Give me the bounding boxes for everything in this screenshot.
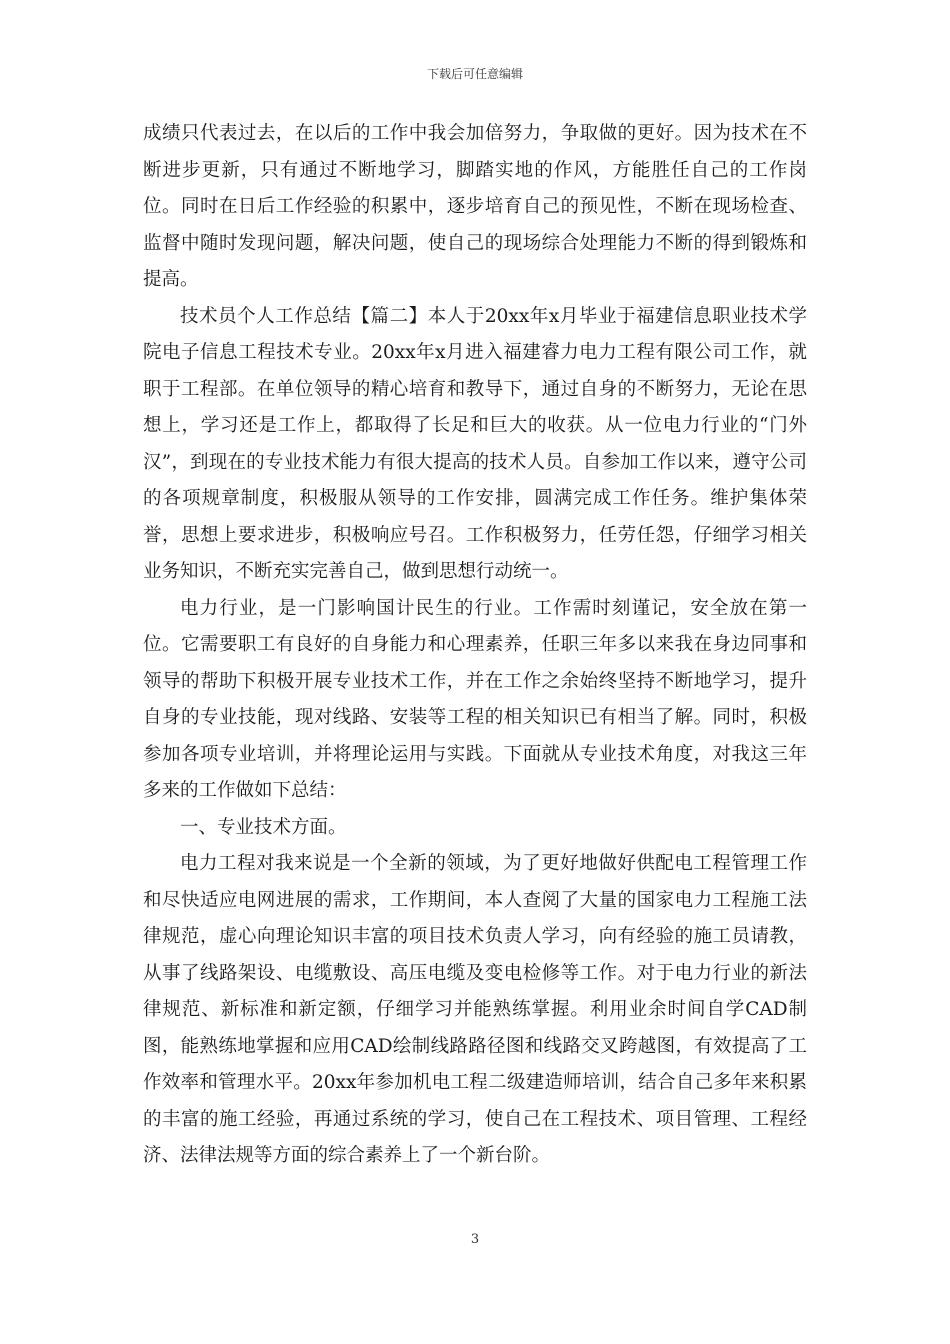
section-heading-technical: 一、专业技术方面。 <box>180 816 347 838</box>
document-body <box>143 116 807 1175</box>
paragraph-power-industry: 电力行业，是一门影响国计民生的行业。工作需时刻谨记，安全放在第一位。它需要职工有良好的自身能力和心理素养，任职三年多以来我在身边同事和领导的帮助下积极开展专业技术工作，并在工作之余始终坚持不断地学习，提升自身的专业技能，现对线路、安装等工程的相关知识已有相当了解。同时，积极参加各项专业培训，并将理论运用与实践。下面就从专业技术角度，对我这三年多来的工作做如下总结： <box>143 597 807 801</box>
page-header: 下载后可任意编辑 <box>426 67 523 81</box>
paragraph-continuation: 成绩只代表过去，在以后的工作中我会加倍努力，争取做的更好。因为技术在不断进步更新，只有通过不断地学习，脚踏实地的作风，方能胜任自己的工作岗位。同时在日后工作经验的积累中，逐步培育自己的预见性，不断在现场检查、监督中随时发现问题，解决问题，使自己的现场综合处理能力不断的得到锻炼和提高。 <box>143 123 807 290</box>
paragraph-technical-details: 电力工程对我来说是一个全新的领域，为了更好地做好供配电工程管理工作和尽快适应电网进展的需求，工作期间，本人查阅了大量的国家电力工程施工法律规范，虚心向理论知识丰富的项目技术负责人学习，向有经验的施工员请教，从事了线路架设、电缆敷设、高压电缆及变电检修等工作。对于电力行业的新法律规范、新标准和新定额，仔细学习并能熟练掌握。利用业余时间自学CAD制图，能熟练地掌握和应用CAD绘制线路路径图和线路交叉跨越图，有效提高了工作效率和管理水平。20xx年参加机电工程二级建造师培训，结合自己多年来积累的丰富的施工经验，再通过系统的学习，使自己在工程技术、项目管理、工程经济、法律法规等方面的综合素养上了一个新台阶。 <box>143 853 807 1166</box>
page-number: 3 <box>470 1232 480 1247</box>
paragraph-section-two-intro: 技术员个人工作总结【篇二】本人于20xx年x月毕业于福建信息职业技术学院电子信息工程技术专业。20xx年x月进入福建睿力电力工程有限公司工作，就职于工程部。在单位领导的精心培育和教导下，通过自身的不断努力，无论在思想上，学习还是工作上，都取得了长足和巨大的收获。从一位电力行业的“门外汉”，到现在的专业技术能力有很大提高的技术人员。自参加工作以来，遵守公司的各项规章制度，积极服从领导的工作安排，圆满完成工作任务。维护集体荣誉，思想上要求进步，积极响应号召。工作积极努力，任劳任怨，仔细学习相关业务知识，不断充实完善自己，做到思想行动统一。 <box>143 305 807 582</box>
